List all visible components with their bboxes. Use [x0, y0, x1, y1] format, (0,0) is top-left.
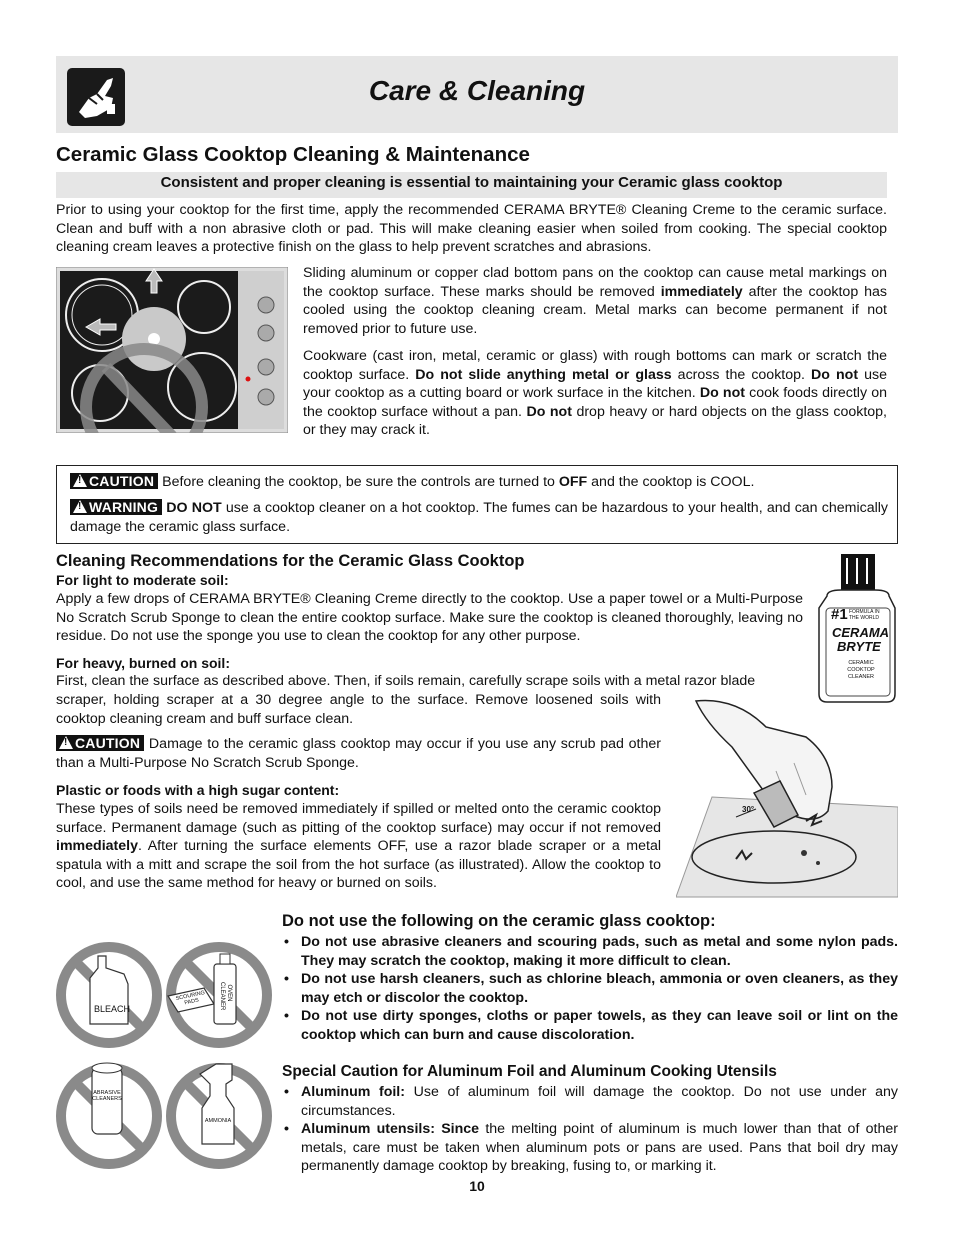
heavy-soil-text-2: scraper, holding scraper at a 30 degree angle to the surface. Remove loosened soils with cooktop cleaning cream and buff surface clean.: [56, 692, 661, 727]
caution-badge: !CAUTION: [56, 735, 144, 751]
warning-triangle-icon: [73, 474, 87, 487]
light-soil-text: Apply a few drops of CERAMA BRYTE® Cleaning Creme directly to the cooktop. Use a paper towel or a Multi-Purpose No Scratch Scrub Sponge to clean the entire cooktop surface. Make sure the cooktop is cleaned thoroughly, leaving no residue. Do not use the sponge you use to clean the cooktop for any other purpose.: [56, 591, 803, 645]
scrub-pad-caution: !CAUTION Damage to the ceramic glass cooktop may occur if you use any scrub pad other than a Multi-Purpose No Scratch Scrub Sponge.: [56, 735, 661, 772]
warning-badge: !WARNING: [70, 499, 162, 515]
section-title: Ceramic Glass Cooktop Cleaning & Maintenance: [56, 143, 530, 166]
caution-line: !CAUTION Before cleaning the cooktop, be sure the controls are turned to OFF and the cooktop is COOL.: [70, 473, 888, 492]
metal-marks-paragraph: Sliding aluminum or copper clad bottom pans on the cooktop can cause metal markings on the cooktop surface. These marks should be removed immediately after the cooktop has cooled using the cooktop cleaning cream. Metal marks can become permanent if not removed prior to future use.: [303, 265, 887, 337]
bottle-badge: #1: [831, 606, 848, 623]
heavy-soil-heading: For heavy, burned on soil:: [56, 655, 230, 671]
bottle-brand-2: BRYTE: [837, 639, 881, 654]
warning-line: !WARNING DO NOT use a cooktop cleaner on a hot cooktop. The fumes can be hazardous to your health, and can chemically damage the ceramic glass surface.: [70, 499, 888, 536]
list-item: • Do not use abrasive cleaners and scouring pads, such as metal and some nylon pads. They may scratch the cooktop, making it more difficult to clean.: [282, 933, 898, 970]
scouring-pads-label: SCOURING PADS: [175, 990, 206, 1007]
cookware-paragraph: Cookware (cast iron, metal, ceramic or glass) with rough bottoms can mark or scratch the cooktop surface. Do not slide anything metal or glass across the cooktop. Do not use your cooktop as a cutting board or work surface in the kitchen. Do not cook foods directly on the cooktop surface without a pan. Do not drop heavy or hard objects on the glass cooktop, or they may crack it.: [303, 348, 888, 439]
sugar-heading: Plastic or foods with a high sugar content:: [56, 782, 340, 798]
light-soil-heading: For light to moderate soil:: [56, 572, 229, 588]
abrasive-cleaners-label: ABRASIVE CLEANERS: [92, 1090, 122, 1102]
bottle-badge-sub: FORMULA IN THE WORLD: [849, 609, 880, 621]
bottle-product: CERAMIC COOKTOP CLEANER: [847, 660, 875, 680]
list-item: • Aluminum foil: Use of aluminum foil will damage the cooktop. Do not use under any circumstances.: [282, 1083, 898, 1120]
scraper-illustration: [676, 697, 898, 898]
do-not-use-list: [282, 933, 898, 1045]
page-number: 10: [469, 1178, 485, 1194]
cooktop-illustration: [56, 267, 288, 433]
prohibited-cleaners-illustration: [56, 938, 278, 1176]
bottle-brand-1: CERAMA: [832, 625, 890, 640]
cleaner-bottle-illustration: [817, 552, 899, 704]
angle-label: 30°: [742, 805, 755, 814]
list-item: • Aluminum utensils: Since the melting point of aluminum is much lower than that of other metals, care must be taken when aluminum pots or pans are used. Pans that boil dry may permanently damage cooktop by breaking, fusing to, or marking it.: [282, 1120, 898, 1176]
recommendations-title: Cleaning Recommendations for the Ceramic Glass Cooktop: [56, 552, 525, 570]
page-title: Care & Cleaning: [368, 75, 586, 106]
lead-statement: Consistent and proper cleaning is essential to maintaining your Ceramic glass cooktop: [56, 172, 887, 198]
caution-badge: !CAUTION: [70, 473, 158, 489]
list-item: • Do not use harsh cleaners, such as chlorine bleach, ammonia or oven cleaners, as they may etch or discolor the cooktop.: [282, 970, 898, 1007]
bleach-label: BLEACH: [94, 1004, 131, 1014]
do-not-use-title: Do not use the following on the ceramic glass cooktop:: [282, 912, 716, 930]
intro-paragraph: Prior to using your cooktop for the first time, apply the recommended CERAMA BRYTE® Cleaning Creme to the ceramic surface. Clean and buff with a non abrasive cloth or pad. This will make cleaning easier when soiled from cooking. The special cooktop cleaning cream leaves a protective finish on the glass to help prevent scratches and abrasions.: [56, 202, 887, 256]
oven-cleaner-label: OVEN CLEANER: [219, 982, 232, 1011]
aluminum-title: Special Caution for Aluminum Foil and Aluminum Cooking Utensils: [282, 1063, 777, 1080]
sugar-text: These types of soils need be removed immediately if spilled or melted onto the ceramic cooktop surface. Permanent damage (such as pitting of the cooktop surface) may occur if not removed immediately. After turning the surface elements OFF, use a razor blade scraper or a metal spatula with a mitt and scrape the soil from the hot surface (as illustrated). Allow the cooktop to cool, and use the same method for heavy or burned on soils.: [56, 801, 661, 892]
aluminum-list: [282, 1083, 898, 1176]
warning-triangle-icon: [59, 736, 73, 749]
ammonia-label: AMMONIA: [204, 1118, 232, 1124]
heavy-soil-text-1: First, clean the surface as described above. Then, if soils remain, carefully scrape soils with a metal razor blade: [56, 673, 756, 689]
warning-triangle-icon: [73, 500, 87, 513]
list-item: • Do not use dirty sponges, cloths or paper towels, as they can leave soil or lint on the cooktop which can burn and cause discoloration.: [282, 1007, 898, 1044]
